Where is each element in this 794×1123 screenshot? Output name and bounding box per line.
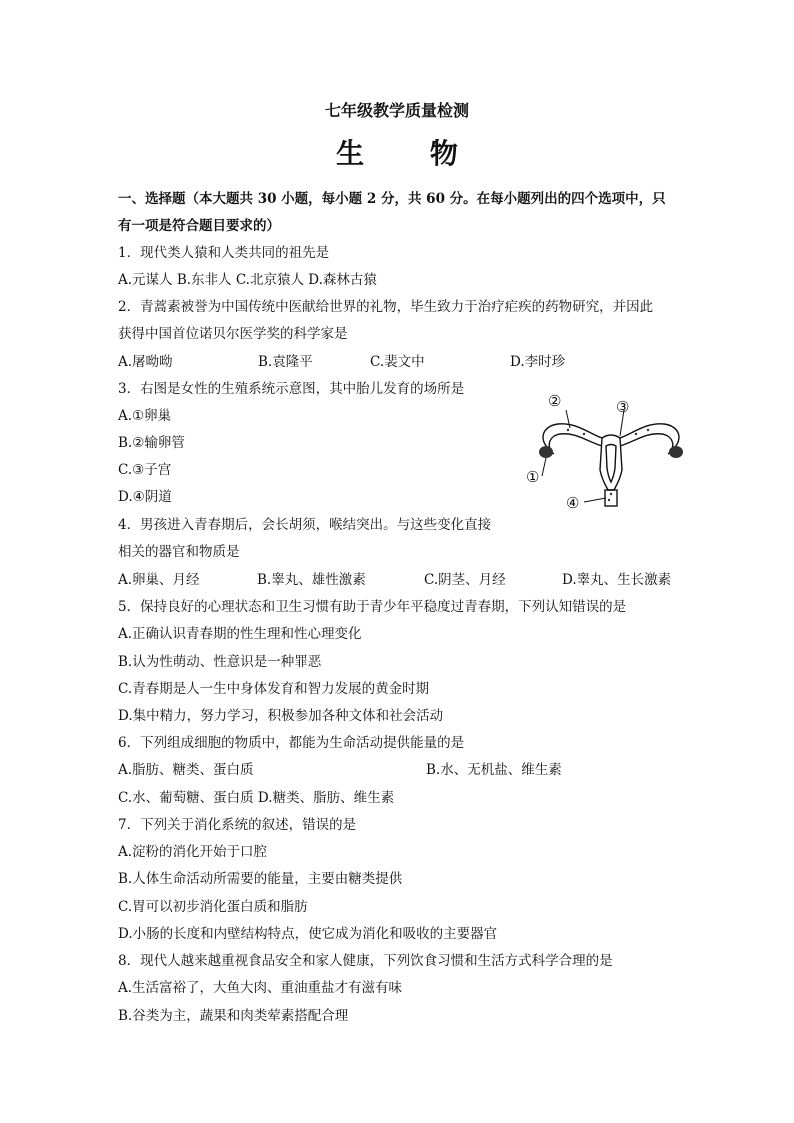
q2-stem-line1: 2．青蒿素被誉为中国传统中医献给世界的礼物，毕生致力于治疗疟疾的药物研究，并因此: [118, 299, 654, 315]
q3-option-c: C.③子宫: [118, 462, 172, 478]
q4-option-d: D.睾丸、生长激素: [562, 572, 672, 588]
q4-stem-line1: 4．男孩进入青春期后，会长胡须，喉结突出。与这些变化直接: [118, 517, 492, 533]
q2-option-c: C.裴文中: [370, 354, 425, 370]
q4-stem-line2: 相关的器官和物质是: [118, 544, 240, 560]
q4-option-a: A.卵巢、月经: [118, 572, 200, 588]
q2-stem-line2: 获得中国首位诺贝尔医学奖的科学家是: [118, 326, 348, 342]
q3-option-a: A.①卵巢: [118, 408, 172, 424]
q6-option-b: B.水、无机盐、维生素: [426, 762, 562, 778]
figure-label-1: ①: [526, 468, 540, 486]
q3-stem: 3．右图是女性的生殖系统示意图，其中胎儿发育的场所是: [118, 381, 465, 397]
q6-option-cd: C.水、葡萄糖、蛋白质 D.糖类、脂肪、维生素: [118, 790, 395, 806]
q4-option-b: B.睾丸、雄性激素: [257, 572, 366, 588]
figure-label-3: ③: [616, 398, 630, 416]
reproductive-system-figure: [528, 390, 694, 514]
q7-option-c: C.胃可以初步消化蛋白质和脂肪: [118, 899, 308, 915]
section-heading-line2: 有一项是符合题目要求的）: [118, 218, 280, 234]
subject-title: 生 物: [336, 137, 486, 170]
q1-stem: 1．现代类人猿和人类共同的祖先是: [118, 245, 330, 261]
q6-stem: 6．下列组成细胞的物质中，都能为生命活动提供能量的是: [118, 735, 465, 751]
q5-option-a: A.正确认识青春期的性生理和性心理变化: [118, 626, 362, 642]
figure-label-4: ④: [566, 494, 580, 512]
q7-option-b: B.人体生命活动所需要的能量，主要由糖类提供: [118, 871, 403, 887]
q5-option-c: C.青春期是人一生中身体发育和智力发展的黄金时期: [118, 681, 430, 697]
q5-stem: 5．保持良好的心理状态和卫生习惯有助于青少年平稳度过青春期，下列认知错误的是: [118, 599, 627, 615]
q4-option-c: C.阴茎、月经: [424, 572, 506, 588]
q5-option-b: B.认为性萌动、性意识是一种罪恶: [118, 654, 322, 670]
q5-option-d: D.集中精力，努力学习，积极参加各种文体和社会活动: [118, 708, 444, 724]
exam-title: 七年级教学质量检测: [324, 101, 469, 120]
q2-option-d: D.李时珍: [510, 354, 566, 370]
q7-option-d: D.小肠的长度和内壁结构特点，使它成为消化和吸收的主要器官: [118, 926, 498, 942]
q3-option-b: B.②输卵管: [118, 435, 185, 451]
q8-option-a: A.生活富裕了，大鱼大肉、重油重盐才有滋有味: [118, 980, 403, 996]
q2-option-b: B.袁隆平: [258, 354, 313, 370]
q7-stem: 7．下列关于消化系统的叙述，错误的是: [118, 817, 357, 833]
section-heading-line1: 一、选择题（本大题共 30 小题，每小题 2 分，共 60 分。在每小题列出的四个选项中，只: [118, 191, 666, 207]
q6-option-a: A.脂肪、糖类、蛋白质: [118, 762, 254, 778]
q8-stem: 8．现代人越来越重视食品安全和家人健康，下列饮食习惯和生活方式科学合理的是: [118, 953, 613, 969]
q8-option-b: B.谷类为主，蔬果和肉类荤素搭配合理: [118, 1008, 349, 1024]
figure-label-2: ②: [548, 392, 562, 410]
q2-option-a: A.屠呦呦: [118, 354, 173, 370]
q7-option-a: A.淀粉的消化开始于口腔: [118, 844, 268, 860]
q3-option-d: D.④阴道: [118, 489, 172, 505]
q1-options: A.元谋人 B.东非人 C.北京猿人 D.森林古猿: [118, 272, 377, 288]
